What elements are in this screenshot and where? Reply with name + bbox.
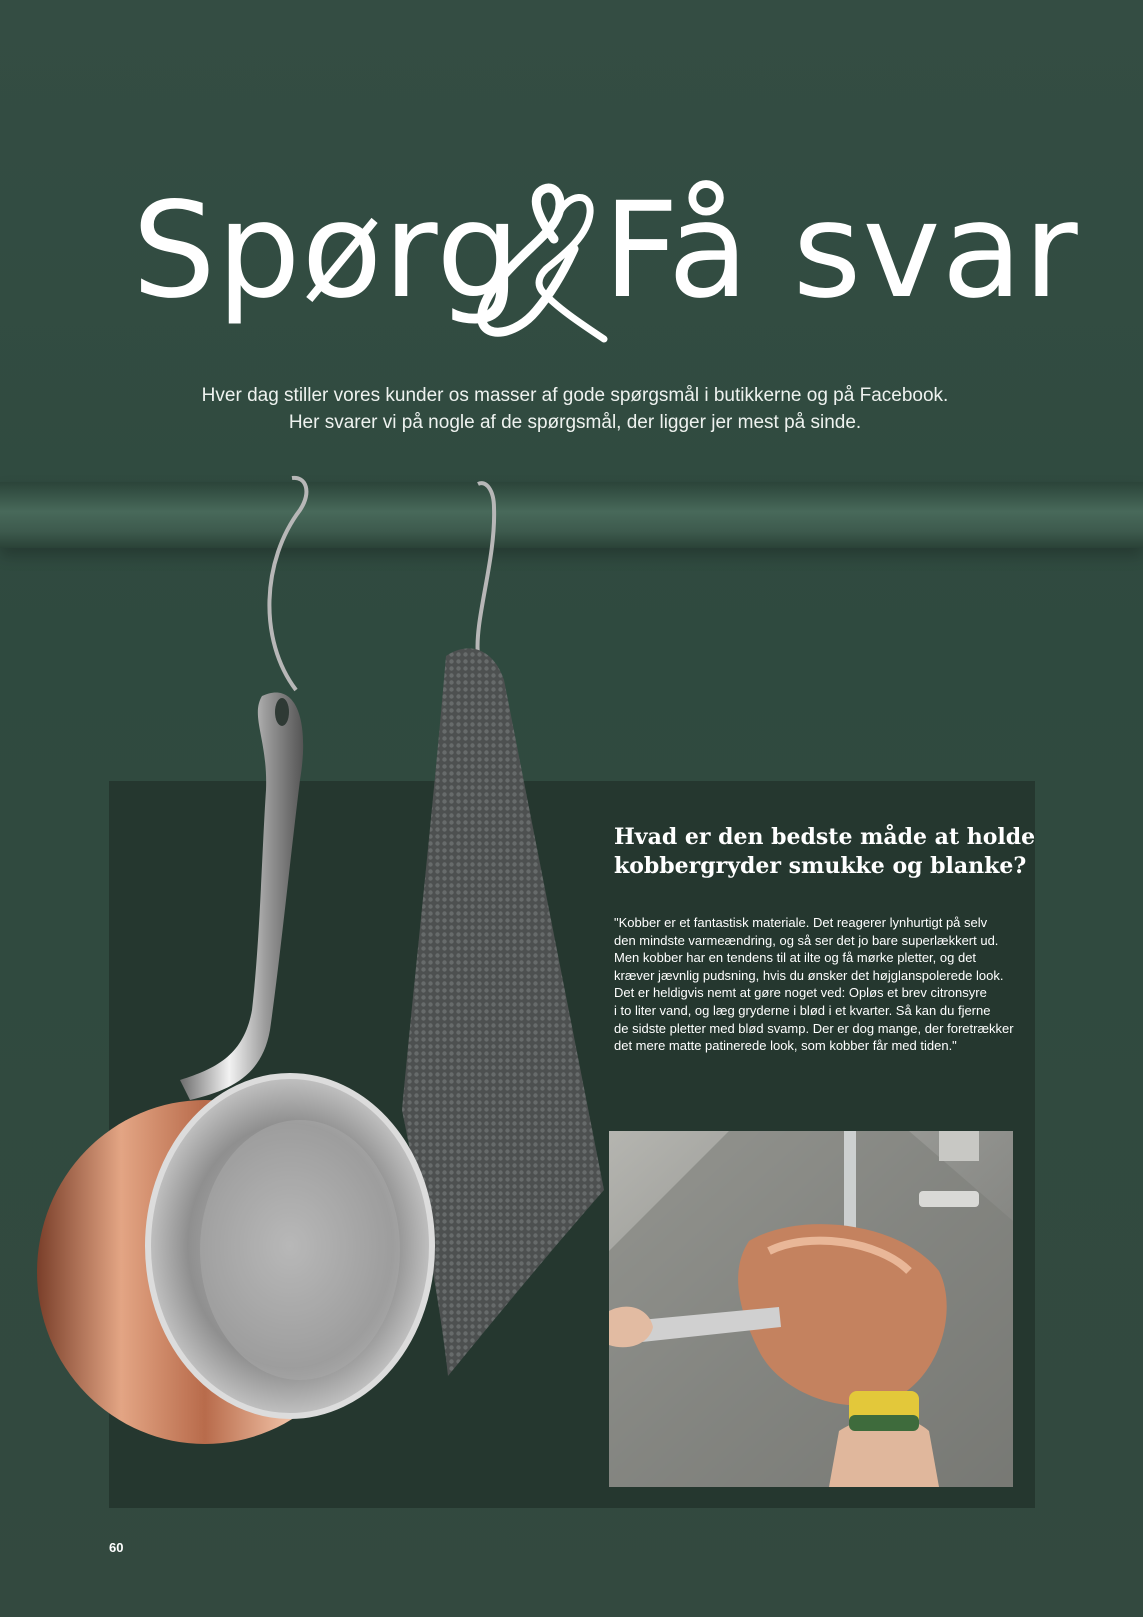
sink-washing-photo [609,1131,1013,1487]
answer-line: den mindste varmeændring, og så ser det jo bare superlækkert ud. [614,932,999,948]
answer-text [614,914,1044,1055]
heading-word-sporg: Spørg [132,174,522,328]
intro-line: Her svarer vi på nogle af de spørgsmål, der ligger jer mest på sinde. [288,412,862,433]
intro-line: Hver dag stiller vores kunder os masser af gode spørgsmål i butikkerne og på Facebook. [201,385,949,406]
page-number: 60 [109,1540,124,1555]
question-line: kobbergryder smukke og blanke? [614,853,1027,879]
answer-line: Det er heldigvis nemt at gøre noget ved: Opløs et brev citronsyre [614,985,987,1001]
sink-photo-illustration [609,1131,1013,1487]
answer-line: "Kobber er et fantastisk materiale. Det reagerer lynhurtigt på selv [614,915,988,930]
answer-line: det mere matte patinerede look, som kobber får med tiden." [614,1038,957,1054]
answer-line: de sidste pletter med blød svamp. Der er dog mange, der foretrækker [614,1020,1014,1036]
question-line: Hvad er den bedste måde at holde [614,824,1036,850]
question-heading [614,823,1034,881]
answer-line: i to liter vand, og læg gryderne i blød i et kvarter. Så kan du fjerne [614,1002,991,1018]
answer-line: kræver jævnlig pudsning, hvis du ønsker det højglanspolerede look. [614,967,1004,983]
answer-line: Men kobber har en tendens til at ilte og få mørke pletter, og det [614,950,977,966]
heading-word-faa-svar: Få svar [603,174,1079,328]
